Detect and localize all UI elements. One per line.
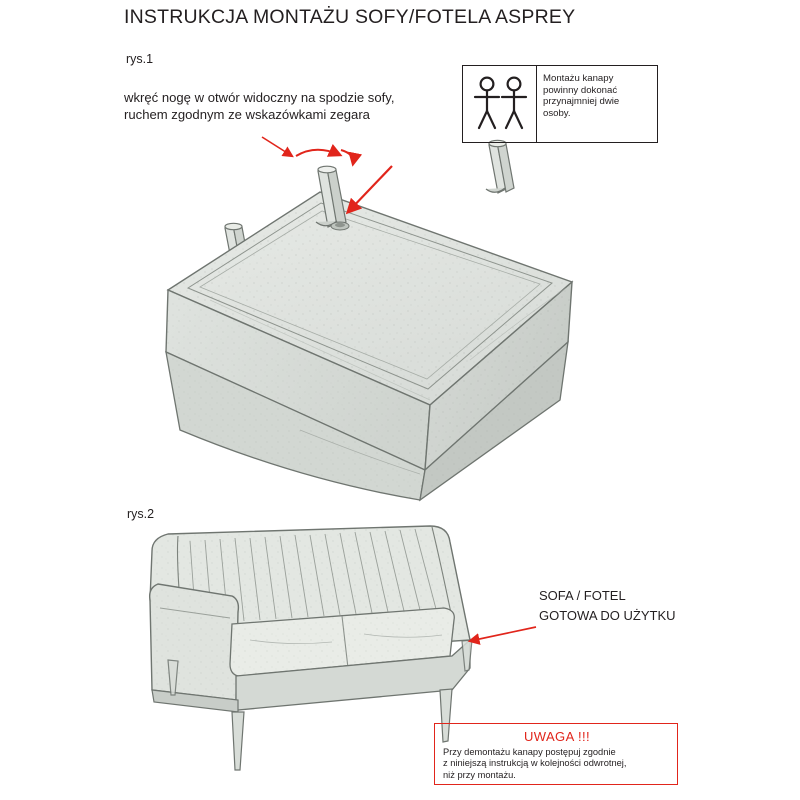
note-line-4: osoby. <box>543 107 571 119</box>
instruction-leader-arrow <box>262 137 292 156</box>
figure2-label: rys.2 <box>127 507 155 521</box>
instruction-line-2: ruchem zgodnym ze wskazówkami zegara <box>124 107 370 122</box>
page-title: INSTRUKCJA MONTAŻU SOFY/FOTELA ASPREY <box>124 6 576 28</box>
hole-pointer-arrow <box>348 166 392 212</box>
warning-line-2: z niniejszą instrukcją w kolejności odwrotnej, <box>443 758 627 769</box>
warning-line-1: Przy demontażu kanapy postępuj zgodnie <box>443 747 616 757</box>
sofa-leg-front-left <box>232 712 244 770</box>
sofa-ready-callout <box>539 586 676 626</box>
two-people-icon <box>463 66 537 142</box>
warning-box <box>434 723 678 785</box>
two-person-note-text <box>537 66 657 142</box>
assembly-instruction-text <box>124 89 454 123</box>
note-line-2: powinny dokonać <box>543 84 618 96</box>
warning-line-3: niż przy montażu. <box>443 769 516 780</box>
figure1-artwork <box>166 137 572 500</box>
sofa-ready-callout-arrow <box>470 627 536 641</box>
warning-text <box>443 747 671 781</box>
sofa-ready-line-2: GOTOWA DO UŻYTKU <box>539 608 676 623</box>
note-line-3: przynajmniej dwie <box>543 96 620 108</box>
rotation-arrow-right <box>341 150 353 164</box>
rotation-arrow-left <box>296 150 340 156</box>
two-person-note-box <box>462 65 658 143</box>
warning-title: UWAGA !!! <box>524 729 590 744</box>
note-line-1: Montażu kanapy <box>543 73 614 84</box>
figure1-label: rys.1 <box>126 52 154 66</box>
instruction-line-1: wkręć nogę w otwór widoczny na spodzie sofy, <box>124 90 395 105</box>
sofa-ready-line-1: SOFA / FOTEL <box>539 588 626 603</box>
